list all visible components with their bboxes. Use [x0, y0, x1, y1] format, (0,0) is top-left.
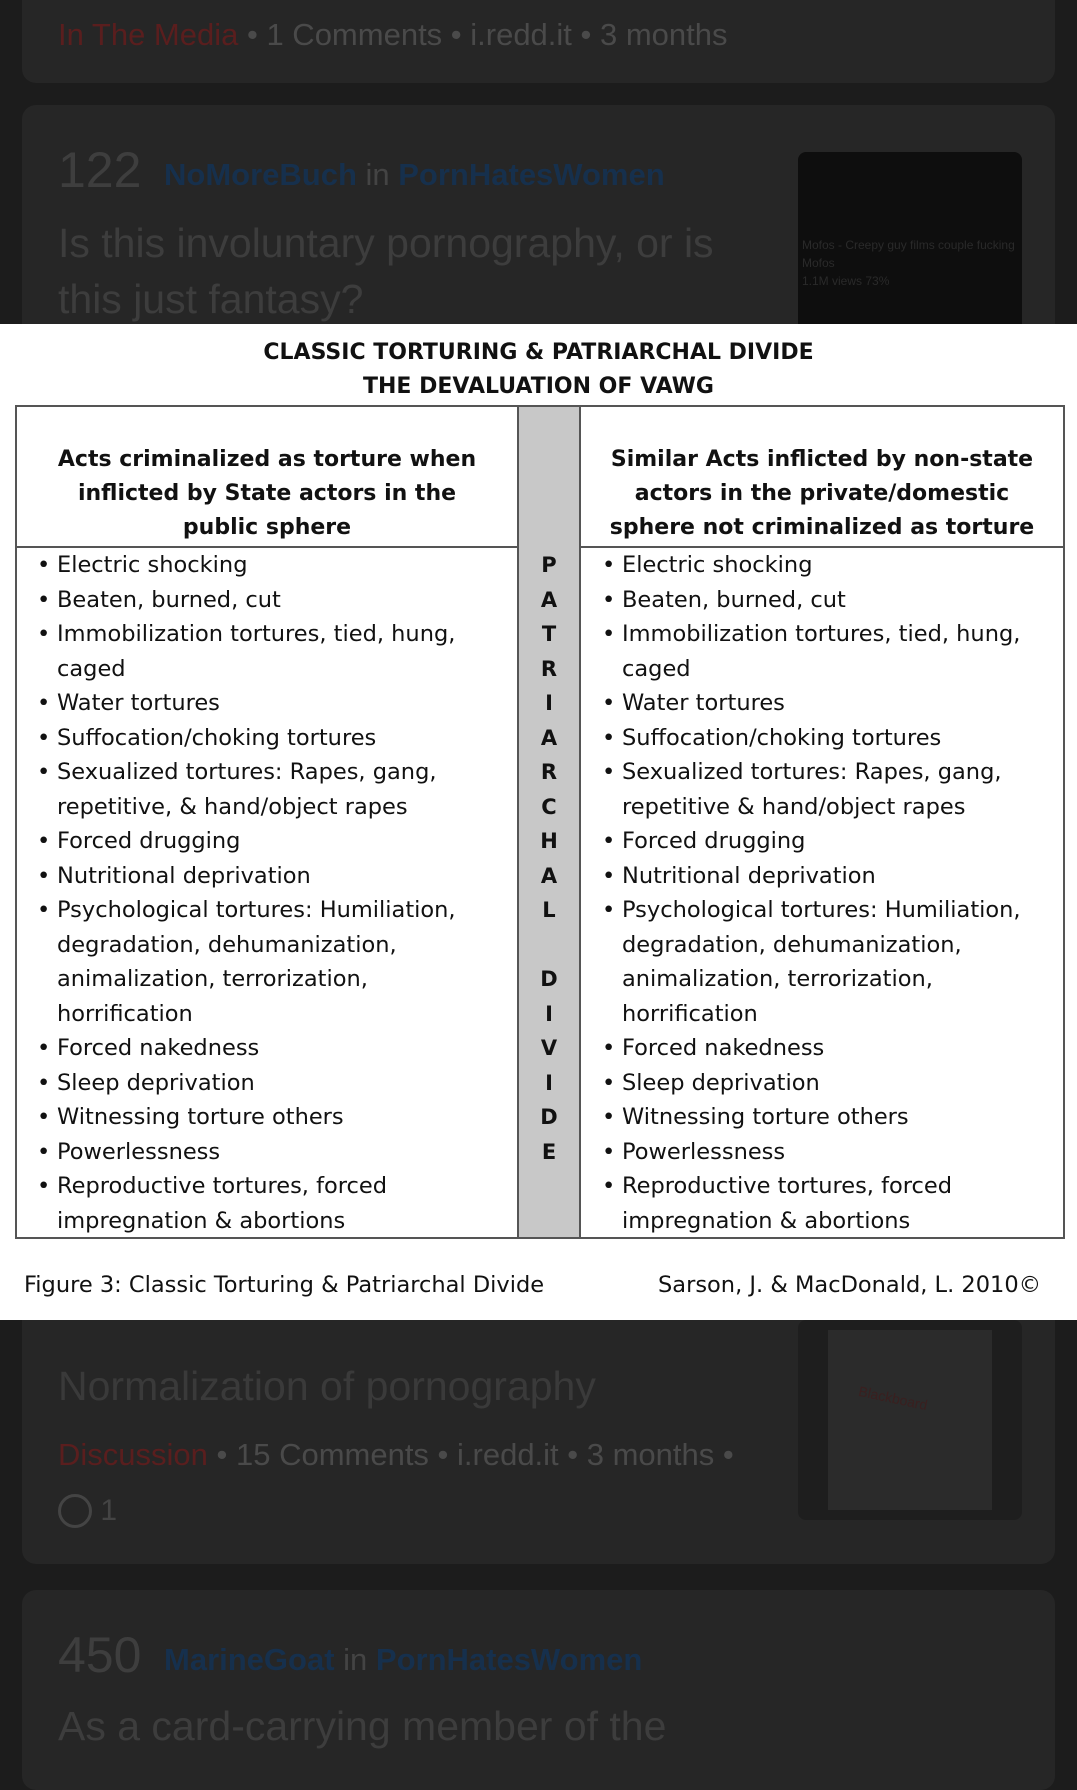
right-list-item: • Suffocation/choking tortures [582, 721, 1062, 756]
author-link[interactable]: NoMoreBuch [164, 157, 357, 192]
divide-letter: T [541, 622, 557, 646]
post-thumbnail[interactable] [798, 1320, 1022, 1520]
right-list-item: • Immobilization tortures, tied, hung, caged [582, 617, 1062, 686]
left-list-item: • Witnessing torture others [17, 1100, 507, 1135]
post-title[interactable]: As a card-carrying member of the [58, 1703, 667, 1749]
figure-caption: Figure 3: Classic Torturing & Patriarchal Divide [24, 1272, 545, 1298]
award-badge [58, 1493, 117, 1528]
post-meta-text: • 15 Comments • i.redd.it • 3 months • [207, 1437, 734, 1472]
divide-letter: R [540, 656, 558, 681]
subreddit-link[interactable]: PornHatesWomen [398, 157, 665, 192]
post-title[interactable]: Normalization of pornography [58, 1363, 596, 1409]
divide-letter: V [540, 1036, 558, 1060]
divide-letter: D [540, 1105, 558, 1129]
right-list-item: • Electric shocking [582, 548, 1062, 583]
post-meta [58, 17, 728, 53]
divide-letter: A [540, 587, 558, 612]
right-list-item: • Sexualized tortures: Rapes, gang, repetitive & hand/object rapes [582, 755, 1062, 824]
left-list-item: • Sexualized tortures: Rapes, gang, repetitive, & hand/object rapes [17, 755, 507, 824]
post-title[interactable]: Is this involuntary pornography, or is this just fantasy? [58, 220, 714, 322]
left-list-item: • Sleep deprivation [17, 1066, 507, 1101]
thumbnail-caption: Mofos - Creepy guy films couple fucking [802, 238, 1015, 252]
post-card-4[interactable] [22, 1590, 1055, 1790]
subreddit-link[interactable]: PornHatesWomen [375, 1642, 643, 1677]
author-link[interactable]: MarineGoat [164, 1642, 335, 1677]
post-meta-text: • 1 Comments • i.redd.it • 3 months [238, 17, 728, 52]
right-list-item: • Nutritional deprivation [582, 859, 1062, 894]
left-list-item: • Powerlessness [17, 1135, 507, 1170]
divide-letter: I [545, 1001, 553, 1026]
left-list-item: • Reproductive tortures, forced impregnation & abortions [17, 1169, 507, 1238]
left-list-item: • Forced drugging [17, 824, 507, 859]
thumbnail-inner [828, 1330, 992, 1510]
left-list-item: • Water tortures [17, 686, 507, 721]
left-list-item: • Beaten, burned, cut [17, 583, 507, 618]
award-count: 1 [100, 1494, 118, 1528]
patriarchal-divide-column [517, 407, 581, 1237]
right-list-item: • Sleep deprivation [582, 1066, 1062, 1101]
left-column-list [17, 548, 507, 1238]
right-list-item: • Reproductive tortures, forced impregnation & abortions [582, 1169, 1062, 1238]
right-column-list [582, 548, 1062, 1238]
right-list-item: • Powerlessness [582, 1135, 1062, 1170]
divide-letter: R [540, 760, 558, 784]
divide-letter: P [541, 553, 557, 577]
divide-letter: I [545, 691, 553, 715]
vote-score: 450 [58, 1627, 142, 1683]
right-list-item: • Forced drugging [582, 824, 1062, 859]
left-list-item: • Suffocation/choking tortures [17, 721, 507, 756]
divide-letter: I [545, 1070, 553, 1095]
divide-letter: A [540, 863, 558, 888]
left-list-item: • Psychological tortures: Humiliation, degradation, dehumanization, animalization, terrorization, horrification [17, 893, 507, 1031]
figure-image[interactable] [0, 324, 1077, 1320]
figure-subtitle: THE DEVALUATION OF VAWG [363, 374, 714, 399]
post-card-1[interactable] [22, 0, 1055, 83]
post-byline [164, 157, 665, 193]
thumbnail-label: Blackboard [857, 1382, 929, 1414]
right-list-item: • Forced nakedness [582, 1031, 1062, 1066]
left-list-item: • Electric shocking [17, 548, 507, 583]
left-list-item: • Nutritional deprivation [17, 859, 507, 894]
divide-letter: E [541, 1139, 557, 1164]
figure-credit: Sarson, J. & MacDonald, L. 2010© [658, 1272, 1042, 1298]
thumbnail-stats: 1.1M views 73% [802, 274, 890, 288]
thumbnail-channel: Mofos [802, 256, 835, 270]
divide-letter: C [541, 794, 557, 819]
divide-letter: A [540, 725, 558, 750]
right-list-item: • Beaten, burned, cut [582, 583, 1062, 618]
post-thumbnail[interactable] [798, 152, 1022, 332]
divide-letter: L [542, 898, 556, 922]
left-list-item: • Immobilization tortures, tied, hung, caged [17, 617, 507, 686]
right-column-header: Similar Acts inflicted by non-state actors in the private/domestic sphere not criminalized as torture [609, 447, 1035, 540]
left-list-item: • Forced nakedness [17, 1031, 507, 1066]
byline-in: in [334, 1642, 376, 1677]
divide-letters [519, 548, 579, 1169]
left-column-header: Acts criminalized as torture when inflicted by State actors in the public sphere [57, 447, 477, 540]
divide-letter [519, 928, 579, 963]
right-list-item: • Water tortures [582, 686, 1062, 721]
post-meta [58, 1437, 734, 1473]
post-flair[interactable]: In The Media [58, 17, 239, 52]
figure-title: CLASSIC TORTURING & PATRIARCHAL DIVIDE [263, 340, 814, 365]
award-icon [58, 1494, 92, 1528]
post-flair[interactable]: Discussion [58, 1437, 208, 1472]
comparison-table [15, 405, 1065, 1239]
right-list-item: • Psychological tortures: Humiliation, degradation, dehumanization, animalization, terrorization, horrification [582, 893, 1062, 1031]
divide-letter: D [540, 967, 558, 991]
post-byline [164, 1642, 642, 1678]
vote-score: 122 [58, 142, 142, 198]
right-list-item: • Witnessing torture others [582, 1100, 1062, 1135]
byline-in: in [356, 157, 399, 192]
divide-letter: H [540, 829, 558, 853]
